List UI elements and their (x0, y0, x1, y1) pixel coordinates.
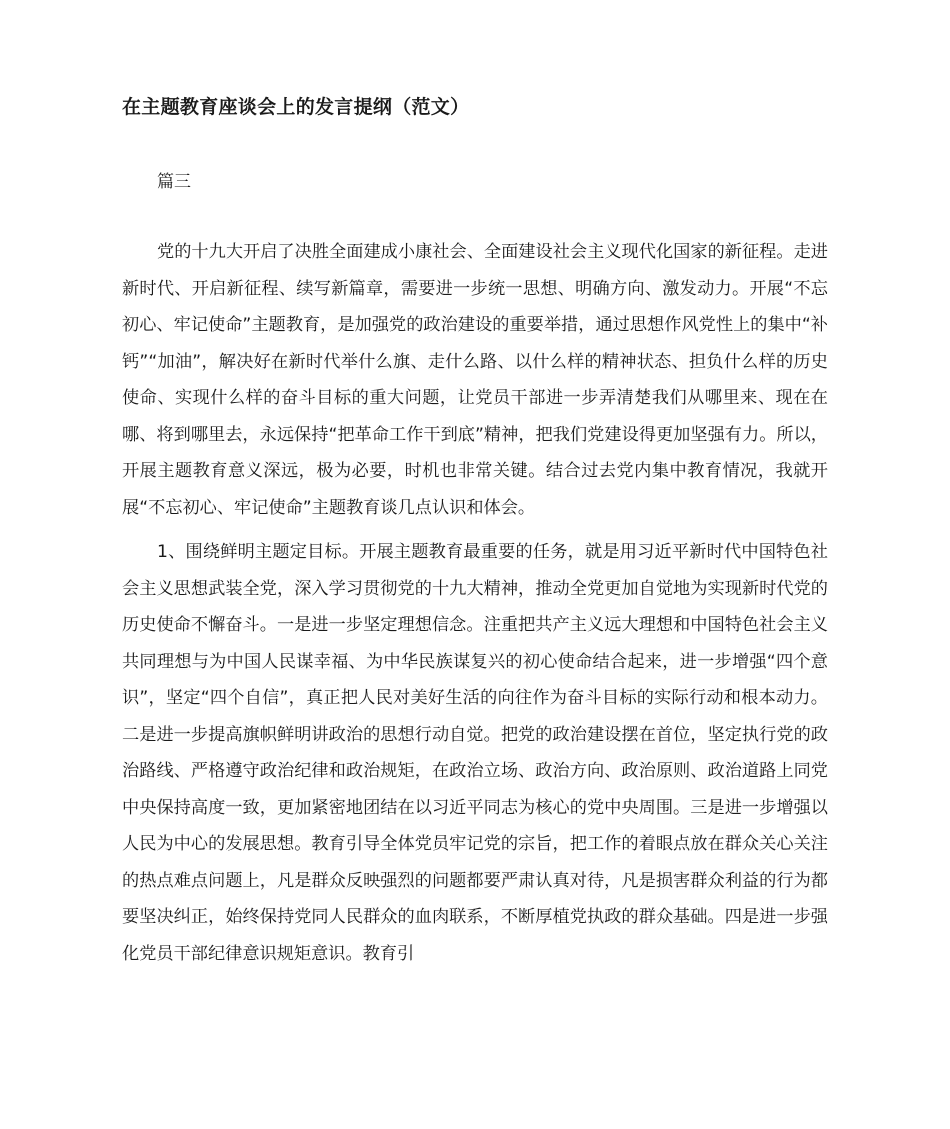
section-label: 篇三 (157, 172, 191, 192)
document-title: 在主题教育座谈会上的发言提纲（范文） (122, 96, 470, 118)
body-paragraph: 党的十九大开启了决胜全面建成小康社会、全面建设社会主义现代化国家的新征程。走进新时代、开启新征程、续写新篇章，需要进一步统一思想、明确方向、激发动力。开展“不忘初心、牢记使命”主题教育，是加强党的政治建设的重要举措，通过思想作风党性上的集中“补钙”“加油”，解决好在新时代举什么旗、走什么路、以什么样的精神状态、担负什么样的历史使命、实现什么样的奋斗目标的重大问题，让党员干部进一步弄清楚我们从哪里来、现在在哪、将到哪里去，永远保持“把革命工作干到底”精神，把我们党建设得更加坚强有力。所以，开展主题教育意义深远，极为必要，时机也非常关键。结合过去党内集中教育情况，我就开展“不忘初心、牢记使命”主题教育谈几点认识和体会。 (122, 242, 828, 518)
body-paragraph: 1、围绕鲜明主题定目标。开展主题教育最重要的任务，就是用习近平新时代中国特色社会主义思想武装全党，深入学习贯彻党的十九大精神，推动全党更加自觉地为实现新时代党的历史使命不懈奋斗。一是进一步坚定理想信念。注重把共产主义远大理想和中国特色社会主义共同理想与为中国人民谋幸福、为中华民族谋复兴的初心使命结合起来，进一步增强“四个意识”，坚定“四个自信”，真正把人民对美好生活的向往作为奋斗目标的实际行动和根本动力。二是进一步提高旗帜鲜明讲政治的思想行动自觉。把党的政治建设摆在首位，坚定执行党的政治路线、严格遵守政治纪律和政治规矩，在政治立场、政治方向、政治原则、政治道路上同党中央保持高度一致，更加紧密地团结在以习近平同志为核心的党中央周围。三是进一步增强以人民为中心的发展思想。教育引导全体党员牢记党的宗旨，把工作的着眼点放在群众关心关注的热点难点问题上，凡是群众反映强烈的问题都要严肃认真对待，凡是损害群众利益的行为都要坚决纠正，始终保持党同人民群众的血肉联系，不断厚植党执政的群众基础。四是进一步强化党员干部纪律意识规矩意识。教育引 (122, 542, 828, 964)
